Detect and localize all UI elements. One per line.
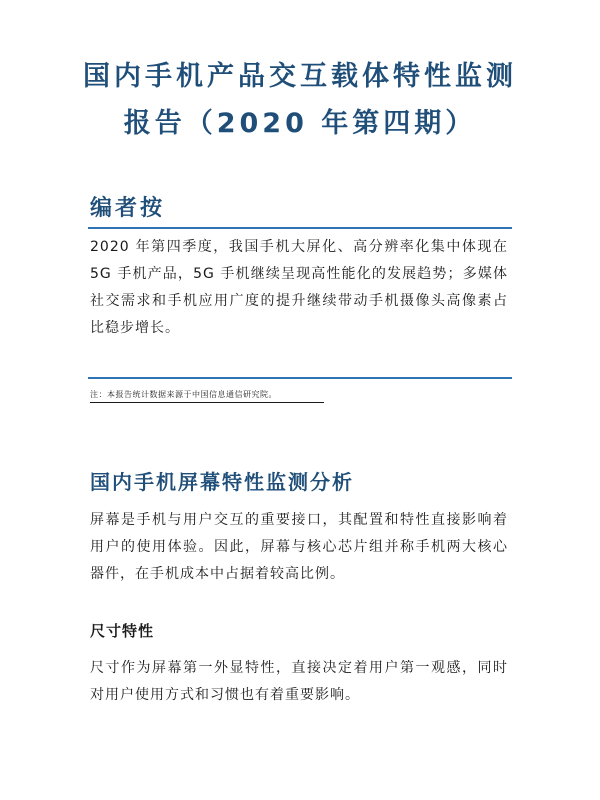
screen-section-intro: 屏幕是手机与用户交互的重要接口，其配置和特性直接影响着用户的使用体验。因此，屏幕与核心芯片组并称手机两大核心器件，在手机成本中占据着较高比例。: [90, 512, 508, 582]
report-title-line-2: 报告（2020 年第四期）: [123, 108, 477, 139]
data-source-footnote: 注：本报告统计数据来源于中国信息通信研究院。: [90, 390, 277, 399]
editor-note-bottom-divider: [88, 377, 512, 379]
report-title-line-1: 国内手机产品交互载体特性监测: [83, 61, 517, 92]
editor-note-heading: 编者按: [90, 196, 166, 221]
editor-note-body: 2020 年第四季度，我国手机大屏化、高分辨率化集中体现在 5G 手机产品，5G 手机继续呈现高性能化的发展趋势；多媒体社交需求和手机应用广度的提升继续带动手机摄像头高像素占比稳步增长。: [90, 239, 508, 336]
screen-section-heading: 国内手机屏幕特性监测分析: [90, 470, 354, 494]
size-characteristics-heading: 尺寸特性: [90, 622, 155, 640]
size-characteristics-body: 尺寸作为屏幕第一外显特性，直接决定着用户第一观感，同时对用户使用方式和习惯也有着重要影响。: [90, 660, 508, 703]
editor-note-top-divider: [88, 227, 512, 229]
footnote-underline: [90, 402, 324, 403]
